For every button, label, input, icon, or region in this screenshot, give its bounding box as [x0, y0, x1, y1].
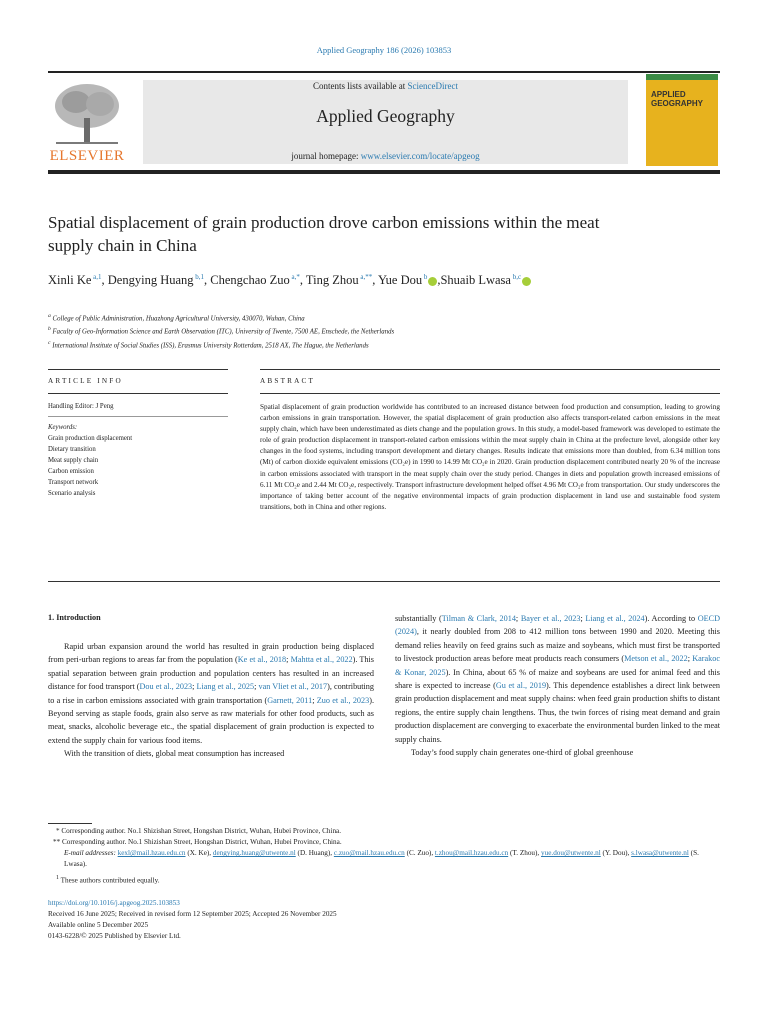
citation-link[interactable]: Metson et al., 2022: [624, 654, 688, 664]
citation-link[interactable]: Bayer et al., 2023: [520, 614, 581, 623]
citation-link[interactable]: Garnett, 2011: [267, 695, 313, 705]
contents-line: [143, 80, 628, 92]
abstract-heading: ABSTRACT: [260, 377, 316, 385]
email-owner: (D. Huang),: [295, 849, 334, 858]
homepage-prefix: journal homepage:: [291, 151, 361, 161]
article-history: [48, 898, 720, 942]
corresponding-author-note-1: Corresponding author. No.1 Shizishan Street, Hongshan District, Wuhan, Hubei Province, China.: [61, 827, 342, 835]
copyright: 0143-6228/© 2025 Published by Elsevier Ltd.: [48, 932, 181, 940]
sciencedirect-link[interactable]: ScienceDirect: [407, 81, 458, 91]
keyword: Dietary transition: [48, 446, 96, 453]
citation-link[interactable]: Gu et al., 2019: [495, 681, 547, 691]
citation-link[interactable]: van Vliet et al., 2017: [258, 682, 328, 692]
keyword: Transport network: [48, 479, 99, 486]
article-info-rule-2: [48, 393, 228, 394]
intro-left-column: [48, 640, 374, 761]
paragraph-text: ). This dependence establishes a direct link between grain production displacement and meat supply chains: when feed grain production shifts to distant regions, the entire supply chain lengthens. Thus, the twin forces of rising meat demand and grain production displacement are converging to exacerbate the environmental burden linked to the meat supply chains.: [395, 681, 720, 744]
email-addresses: [48, 848, 720, 870]
email-owner: (C. Zuo),: [404, 849, 435, 858]
author-affiliation-mark[interactable]: a,1: [91, 273, 102, 281]
paragraph: [395, 746, 720, 759]
journal-citation[interactable]: Applied Geography 186 (2026) 103853: [316, 45, 452, 55]
corresponding-author-note-2: Corresponding author. No.1 Shizishan Street, Hongshan District, Wuhan, Hubei Province, China.: [61, 838, 342, 847]
paragraph-text: Rapid urban expansion around the world has resulted in grain production being displaced from peri-urban regions to areas far from the population (: [48, 642, 374, 665]
paragraph-text: ), contributing to a rise in carbon emissions associated with grain transportation (: [48, 682, 374, 705]
paragraph-text: ;: [254, 682, 259, 692]
author-separator: ,: [204, 273, 211, 288]
article-info-rule: [48, 369, 228, 370]
paragraph-text: ;: [580, 614, 586, 623]
keyword-list: [48, 433, 228, 499]
publisher-logo-text: ELSEVIER: [49, 148, 125, 164]
paragraph-text: ). This spatial separation between grain production and population centers has resulted in an increased distance for food transport (: [48, 655, 374, 692]
citation-link[interactable]: Karakoc & Konar, 2025: [395, 654, 720, 677]
citation-link[interactable]: OECD (2024): [395, 614, 721, 637]
author-list: [48, 268, 688, 289]
email-link[interactable]: t.zhou@mail.hzau.edu.cn: [434, 849, 509, 858]
article-info: [48, 401, 228, 499]
journal-cover-title: APPLIED GEOGRAPHY: [651, 90, 704, 108]
paper-title: Spatial displacement of grain production drove carbon emissions within the meat supply chain in China: [48, 213, 600, 255]
author-separator: ,: [101, 273, 108, 288]
email-link[interactable]: dengying.huang@utwente.nl: [212, 849, 296, 858]
author-name[interactable]: Shuaib Lwasa: [440, 273, 511, 288]
journal-cover-image: [646, 74, 718, 166]
header-bottom-rule: [48, 170, 720, 174]
homepage-link[interactable]: www.elsevier.com/locate/apgeog: [360, 151, 480, 161]
journal-title: Applied Geography: [316, 106, 455, 126]
equal-contribution-note: These authors contributed equally.: [60, 876, 160, 885]
author-name[interactable]: Yue Dou: [378, 273, 423, 288]
author-separator: ,: [299, 273, 306, 288]
email-label: E-mail addresses:: [64, 849, 116, 858]
keyword: Scenario analysis: [48, 490, 96, 497]
affiliation-text: Faculty of Geo-Information Science and Earth Observation (ITC), University of Twente, 7500 AE, Enschede, the Netherlands: [52, 328, 395, 336]
keyword: Carbon emission: [48, 468, 94, 475]
keyword: Grain production displacement: [48, 435, 133, 442]
affiliation-list: [48, 311, 720, 351]
author-affiliation-mark[interactable]: a,*: [289, 273, 300, 281]
citation-link[interactable]: Zuo et al., 2023: [316, 695, 370, 705]
author-separator: ,: [437, 273, 441, 288]
abstract-bottom-rule: [48, 581, 720, 582]
author-name[interactable]: Chengchao Zuo: [210, 273, 290, 288]
orcid-icon[interactable]: [428, 277, 437, 286]
paragraph-text: ;: [687, 654, 693, 664]
paragraph-text: ;: [286, 655, 291, 665]
affiliation-mark: b: [48, 326, 51, 333]
citation-link[interactable]: Ke et al., 2018: [237, 655, 287, 665]
affiliation-mark: a: [48, 313, 51, 319]
paragraph-text: ). In China, about 65 % of maize and soybeans are used for animal feed and this share is expected to increase (: [395, 667, 720, 691]
footnotes: * Corresponding author. No.1 Shizishan Street, Hongshan District, Wuhan, Hubei Province, China. ** Corresponding author. No.1 Shizishan Street, Hongshan District, Wuhan, Hubei Province, China. E-mail addresses: kexl@mail.hzau.edu.cn (X. Ke), dengying.huang@utwente.nl (D. Huang), c.zuo@mail.hzau.edu.cn (C. Zuo), t.zhou@mail.hzau.edu.cn (T. Zhou), yue.dou@utwente.nl (Y. Dou), s.lwasa@utwente.nl (S. Lwasa). $^1$ These authors contributed equally.: [48, 826, 720, 887]
affiliation: [48, 338, 720, 351]
paragraph-text: ;: [515, 614, 521, 623]
abstract-rule-2: [260, 393, 720, 394]
author-affiliation-mark[interactable]: b,1: [193, 273, 205, 281]
footnote-rule: [48, 823, 92, 824]
keywords-label: Keywords:: [48, 424, 78, 431]
email-owner: (Y. Dou),: [600, 849, 632, 858]
header-top-rule: [48, 71, 720, 73]
received-dates: Received 16 June 2025; Received in revised form 12 September 2025; Accepted 26 November 2025: [48, 910, 337, 918]
doi-link[interactable]: https://doi.org/10.1016/j.apgeog.2025.103853: [48, 899, 180, 907]
paragraph-text: ). According to: [644, 614, 698, 623]
author-affiliation-mark[interactable]: b: [422, 273, 428, 281]
email-owner: (S. Lwasa).: [64, 849, 699, 869]
affiliation: [48, 324, 720, 337]
orcid-icon[interactable]: [522, 277, 531, 286]
email-owner: (X. Ke),: [185, 849, 213, 858]
elsevier-tree-logo: [48, 78, 126, 148]
paragraph-text: With the transition of diets, global meat consumption has increased: [64, 749, 285, 759]
email-link[interactable]: yue.dou@utwente.nl: [541, 849, 601, 858]
affiliation: [48, 311, 720, 324]
paragraph-text: , it nearly doubled from 208 to 412 million tons between 1990 and 2020. Meeting this demand relies heavily on feed grains such as maize and soybeans, which must first be transported to livestock production areas before meat products reach consumers (: [395, 627, 720, 664]
intro-right-column: [395, 612, 720, 759]
author-name[interactable]: Dengying Huang: [107, 273, 194, 288]
abstract-text: Spatial displacement of grain production worldwide has contributed to an increased distance between food production and consumption, leading to growing carbon emissions in grain transportation. However, the spatial displacement of grain production also affects transport-related carbon emissions in the meat supply chain, which have been underestimated as diets change and the population grows. In this study, a model-based framework was developed to estimate the role of grain production displacement in transport-related carbon emissions within the meat supply chain in China at the prefecture level, alongside other key changes in the food systems, including transport development and dietary changes. Results indicate that emissions more than doubled, from 6.34 million tons (Mt) of carbon dioxide equivalent emissions (CO₂e) in 1990 to 14.99 Mt CO₂e in 2020. Grain production displacement contributed nearly 20 % of the increase in carbon emissions associated with transport in the meat supply chain over the study period. Changes in diets and population growth increased emissions of 6.11 Mt CO₂e and 2.44 Mt CO₂e, respectively. Transport infrastructure development helped offset 4.96 Mt CO₂e from transportation. Our study underscores the importance of taking better account of the negative environmental impacts of grain production displacement in land use and sustainable food system transitions, both in China and other regions.: [260, 403, 720, 511]
author-name[interactable]: Xinli Ke: [48, 273, 92, 288]
section-heading-introduction: 1. Introduction: [48, 613, 101, 622]
citation-link[interactable]: Liang et al., 2024: [585, 614, 645, 623]
paragraph-text: ;: [192, 682, 197, 692]
email-link[interactable]: c.zuo@mail.hzau.edu.cn: [333, 849, 405, 858]
author-separator: ,: [372, 273, 378, 288]
paragraph-text: Today’s food supply chain generates one-third of global greenhouse: [411, 748, 634, 758]
paragraph-text: substantially (: [395, 614, 442, 623]
citation-link[interactable]: Tilman & Clark, 2014: [441, 614, 516, 623]
available-online: Available online 5 December 2025: [48, 921, 149, 929]
abstract-rule: [260, 369, 720, 370]
citation-link[interactable]: Dou et al., 2023: [139, 682, 193, 692]
author-affiliation-mark[interactable]: a,**: [358, 273, 373, 281]
affiliation-mark: c: [48, 339, 51, 346]
paragraph-text: ;: [312, 695, 317, 705]
paragraph: [48, 640, 374, 747]
affiliation-text: International Institute of Social Studies (ISS), Erasmus University Rotterdam, 2518 AX, The Hague, the Netherlands: [52, 341, 369, 349]
journal-cover-band: [646, 74, 718, 80]
paragraph-text: ). Beyond serving as staple foods, grain also serve as raw materials for other food products, such as meat, snacks, alcoholic beverage etc., the spatial displacement of grain production is expected to extend the supply chain for various food items.: [48, 695, 374, 745]
citation-link[interactable]: Liang et al., 2025: [196, 682, 255, 692]
journal-homepage: [143, 151, 628, 161]
handling-editor: Handling Editor: J Peng: [48, 403, 114, 410]
keyword: Meat supply chain: [48, 457, 99, 464]
author-affiliation-mark[interactable]: b,c: [510, 273, 522, 281]
email-link[interactable]: kexl@mail.hzau.edu.cn: [117, 849, 186, 858]
article-info-heading: ARTICLE INFO: [48, 377, 123, 385]
paragraph: [48, 747, 374, 760]
author-name[interactable]: Ting Zhou: [305, 273, 359, 288]
contents-prefix: Contents lists available at: [313, 81, 408, 91]
email-owner: (T. Zhou),: [508, 849, 542, 858]
affiliation-text: College of Public Administration, Huazhong Agricultural University, 430070, Wuhan, China: [52, 315, 305, 323]
email-link[interactable]: s.lwasa@utwente.nl: [631, 849, 689, 858]
paragraph: [395, 612, 720, 746]
citation-link[interactable]: Mahtta et al., 2022: [290, 655, 353, 665]
